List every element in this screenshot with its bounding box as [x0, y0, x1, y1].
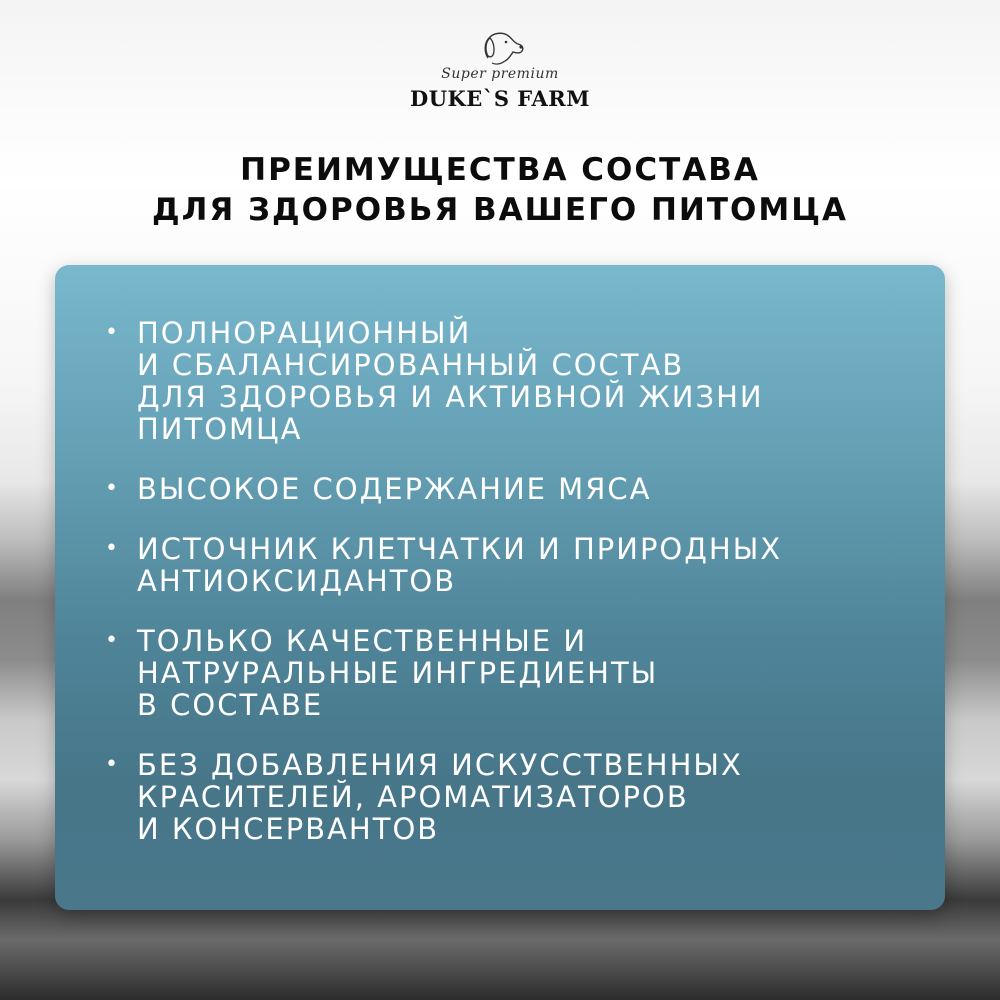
bullet-icon: •: [105, 320, 120, 345]
logo-tagline: Super premium: [441, 66, 559, 82]
benefit-line: ПОЛНОРАЦИОННЫЙ: [137, 316, 472, 350]
benefit-line: В СОСТАВЕ: [137, 688, 324, 722]
bullet-icon: •: [105, 476, 120, 501]
benefit-line: КРАСИТЕЛЕЙ, АРОМАТИЗАТОРОВ: [137, 780, 689, 814]
bullet-icon: •: [105, 752, 120, 777]
benefit-item: [105, 625, 925, 721]
page-title-line: ДЛЯ ЗДОРОВЬЯ ВАШЕГО ПИТОМЦА: [152, 192, 848, 228]
dog-head-icon: [474, 28, 526, 70]
page-title: [40, 150, 960, 230]
benefit-line: АНТИОКСИДАНТОВ: [137, 564, 457, 598]
bullet-icon: •: [105, 628, 120, 653]
benefit-line: БЕЗ ДОБАВЛЕНИЯ ИСКУССТВЕННЫХ: [137, 748, 743, 782]
benefit-item: [105, 317, 925, 445]
logo-brand-name: DUKE`S FARM: [410, 86, 590, 111]
benefits-card: [55, 265, 945, 910]
benefits-list: [105, 317, 925, 873]
benefit-line: НАТРУРАЛЬНЫЕ ИНГРЕДИЕНТЫ: [137, 656, 659, 690]
benefit-item: [105, 749, 925, 845]
benefit-line: ТОЛЬКО КАЧЕСТВЕННЫЕ И: [137, 624, 588, 658]
benefit-line: ДЛЯ ЗДОРОВЬЯ И АКТИВНОЙ ЖИЗНИ: [137, 380, 764, 414]
benefit-line: ПИТОМЦА: [137, 412, 303, 446]
benefit-line: И СБАЛАНСИРОВАННЫЙ СОСТАВ: [137, 348, 685, 382]
benefit-line: ИСТОЧНИК КЛЕТЧАТКИ И ПРИРОДНЫХ: [137, 532, 783, 566]
benefit-item: [105, 533, 925, 597]
page-title-line: ПРЕИМУЩЕСТВА СОСТАВА: [240, 152, 760, 188]
brand-logo: [400, 28, 600, 118]
benefit-item: [105, 473, 925, 505]
benefit-line: И КОНСЕРВАНТОВ: [137, 812, 440, 846]
benefit-line: ВЫСОКОЕ СОДЕРЖАНИЕ МЯСА: [137, 472, 652, 506]
bullet-icon: •: [105, 536, 120, 561]
